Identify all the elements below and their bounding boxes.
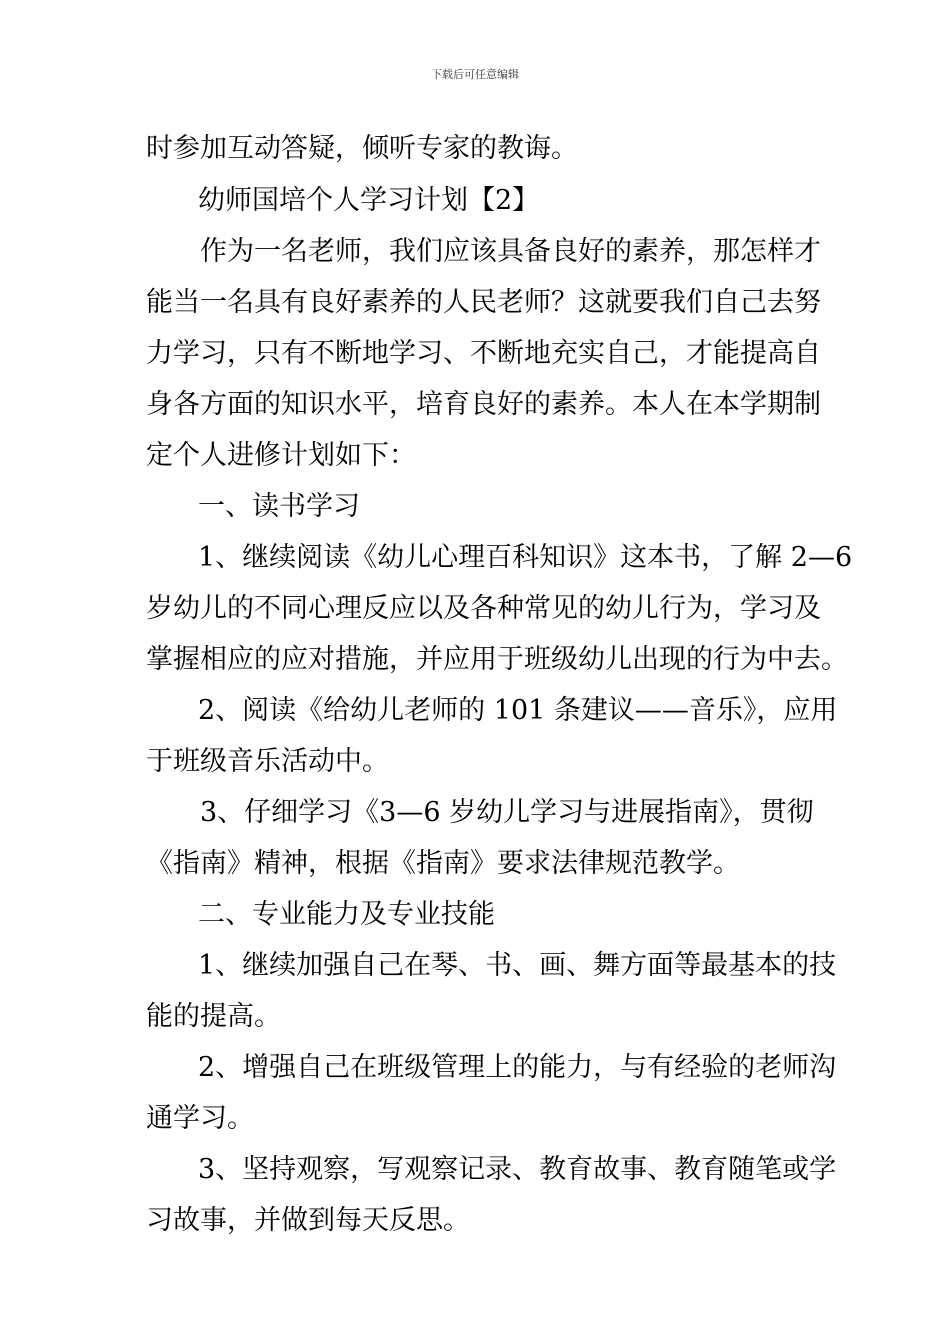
- page-header-note: 下载后可任意编辑: [431, 68, 519, 81]
- section-title: 幼师国培个人学习计划【2】: [198, 185, 540, 216]
- text-line: 1、继续阅读《幼儿心理百科知识》这本书，了解 2—6: [198, 542, 853, 573]
- text-line: 2、阅读《给幼儿老师的 101 条建议——音乐》，应用: [198, 695, 838, 726]
- text-line: 1、继续加强自己在琴、书、画、舞方面等最基本的技: [198, 950, 837, 981]
- heading-professional-skills: 二、专业能力及专业技能: [198, 899, 495, 930]
- text-line: 2、增强自己在班级管理上的能力，与有经验的老师沟: [198, 1052, 837, 1083]
- text-line: 能的提高。: [146, 1001, 281, 1032]
- text-line: 力学习，只有不断地学习、不断地充实自己，才能提高自: [146, 338, 821, 369]
- text-line: 时参加互动答疑，倾听专家的教诲。: [146, 133, 578, 164]
- text-line: 作为一名老师，我们应该具备良好的素养，那怎样才: [200, 236, 821, 267]
- text-line: 身各方面的知识水平，培育良好的素养。本人在本学期制: [146, 389, 821, 420]
- text-line: 定个人进修计划如下：: [146, 440, 416, 471]
- text-line: 3、仔细学习《3—6 岁幼儿学习与进展指南》，贯彻: [200, 797, 814, 828]
- text-line: 岁幼儿的不同心理反应以及各种常见的幼儿行为，学习及: [146, 593, 821, 624]
- text-line: 掌握相应的应对措施，并应用于班级幼儿出现的行为中去。: [146, 644, 848, 675]
- text-line: 通学习。: [146, 1103, 254, 1134]
- text-line: 习故事，并做到每天反思。: [146, 1205, 470, 1236]
- text-line: 于班级音乐活动中。: [146, 746, 389, 777]
- heading-reading: 一、读书学习: [198, 491, 360, 522]
- text-line: 能当一名具有良好素养的人民老师？这就要我们自己去努: [146, 287, 821, 318]
- text-line: 《指南》精神，根据《指南》要求法律规范教学。: [146, 848, 740, 879]
- text-line: 3、坚持观察，写观察记录、教育故事、教育随笔或学: [198, 1154, 837, 1185]
